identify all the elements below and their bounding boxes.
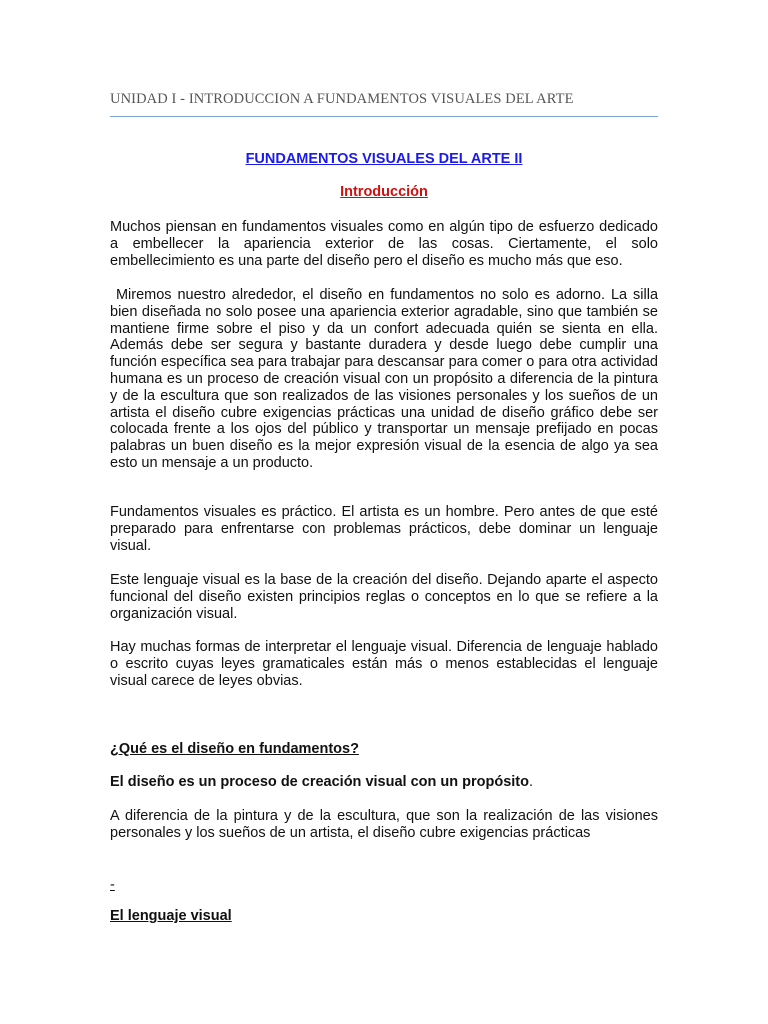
- document-title: FUNDAMENTOS VISUALES DEL ARTE II: [245, 151, 523, 167]
- header-rule: [110, 116, 658, 117]
- paragraph-3: Fundamentos visuales es práctico. El artista es un hombre. Pero antes de que esté preparado para enfrentarse con problemas prácticos, debe dominar un lenguaje visual.: [110, 504, 658, 554]
- section-heading-diseno: ¿Qué es el diseño en fundamentos?: [110, 741, 359, 757]
- section-bold-statement: [110, 774, 658, 790]
- section-paragraph: A diferencia de la pintura y de la escultura, que son la realización de las visiones personales y los sueños de un artista, el diseño cubre exigencias prácticas: [110, 808, 658, 841]
- statement-period: .: [528, 774, 534, 790]
- section-heading-lenguaje: El lenguaje visual: [110, 908, 232, 924]
- page-header: UNIDAD I - INTRODUCCION A FUNDAMENTOS VISUALES DEL ARTE: [110, 91, 574, 107]
- paragraph-1: Muchos piensan en fundamentos visuales como en algún tipo de esfuerzo dedicado a embellecer la apariencia exterior de las cosas. Ciertamente, el solo embellecimiento es una parte del diseño pero el diseño es mucho más que eso.: [110, 219, 658, 269]
- document-subtitle: Introducción: [340, 184, 428, 200]
- bold-statement-text: El diseño es un proceso de creación visual con un propósito: [110, 774, 529, 790]
- paragraph-4: Este lenguaje visual es la base de la creación del diseño. Dejando aparte el aspecto funcional del diseño existen principios reglas o conceptos en lo que se refiere a la organización visual.: [110, 572, 658, 622]
- paragraph-5: Hay muchas formas de interpretar el lenguaje visual. Diferencia de lenguaje hablado o escrito cuyas leyes gramaticales están más o menos establecidas el lenguaje visual carece de leyes obvias.: [110, 639, 658, 689]
- dash-marker: -: [110, 877, 115, 893]
- paragraph-2: Miremos nuestro alrededor, el diseño en fundamentos no solo es adorno. La silla bien diseñada no solo posee una apariencia exterior agradable, sino que también se mantiene firme sobre el piso y da un confort adecuada quién se sienta en ella. Además debe ser segura y bastante duradera y desde luego debe cumplir una función específica sea para trabajar para descansar para comer o para otra actividad humana es un proceso de creación visual con un propósito a diferencia de la pintura y de la escultura que son realizados de las visiones personales y los sueños de un artista el diseño cubre exigencias prácticas una unidad de diseño gráfico debe ser colocada frente a los ojos del público y transportar un mensaje prefijado en pocas palabras un buen diseño es la mejor expresión visual de la esencia de algo ya sea esto un mensaje a un producto.: [110, 287, 663, 471]
